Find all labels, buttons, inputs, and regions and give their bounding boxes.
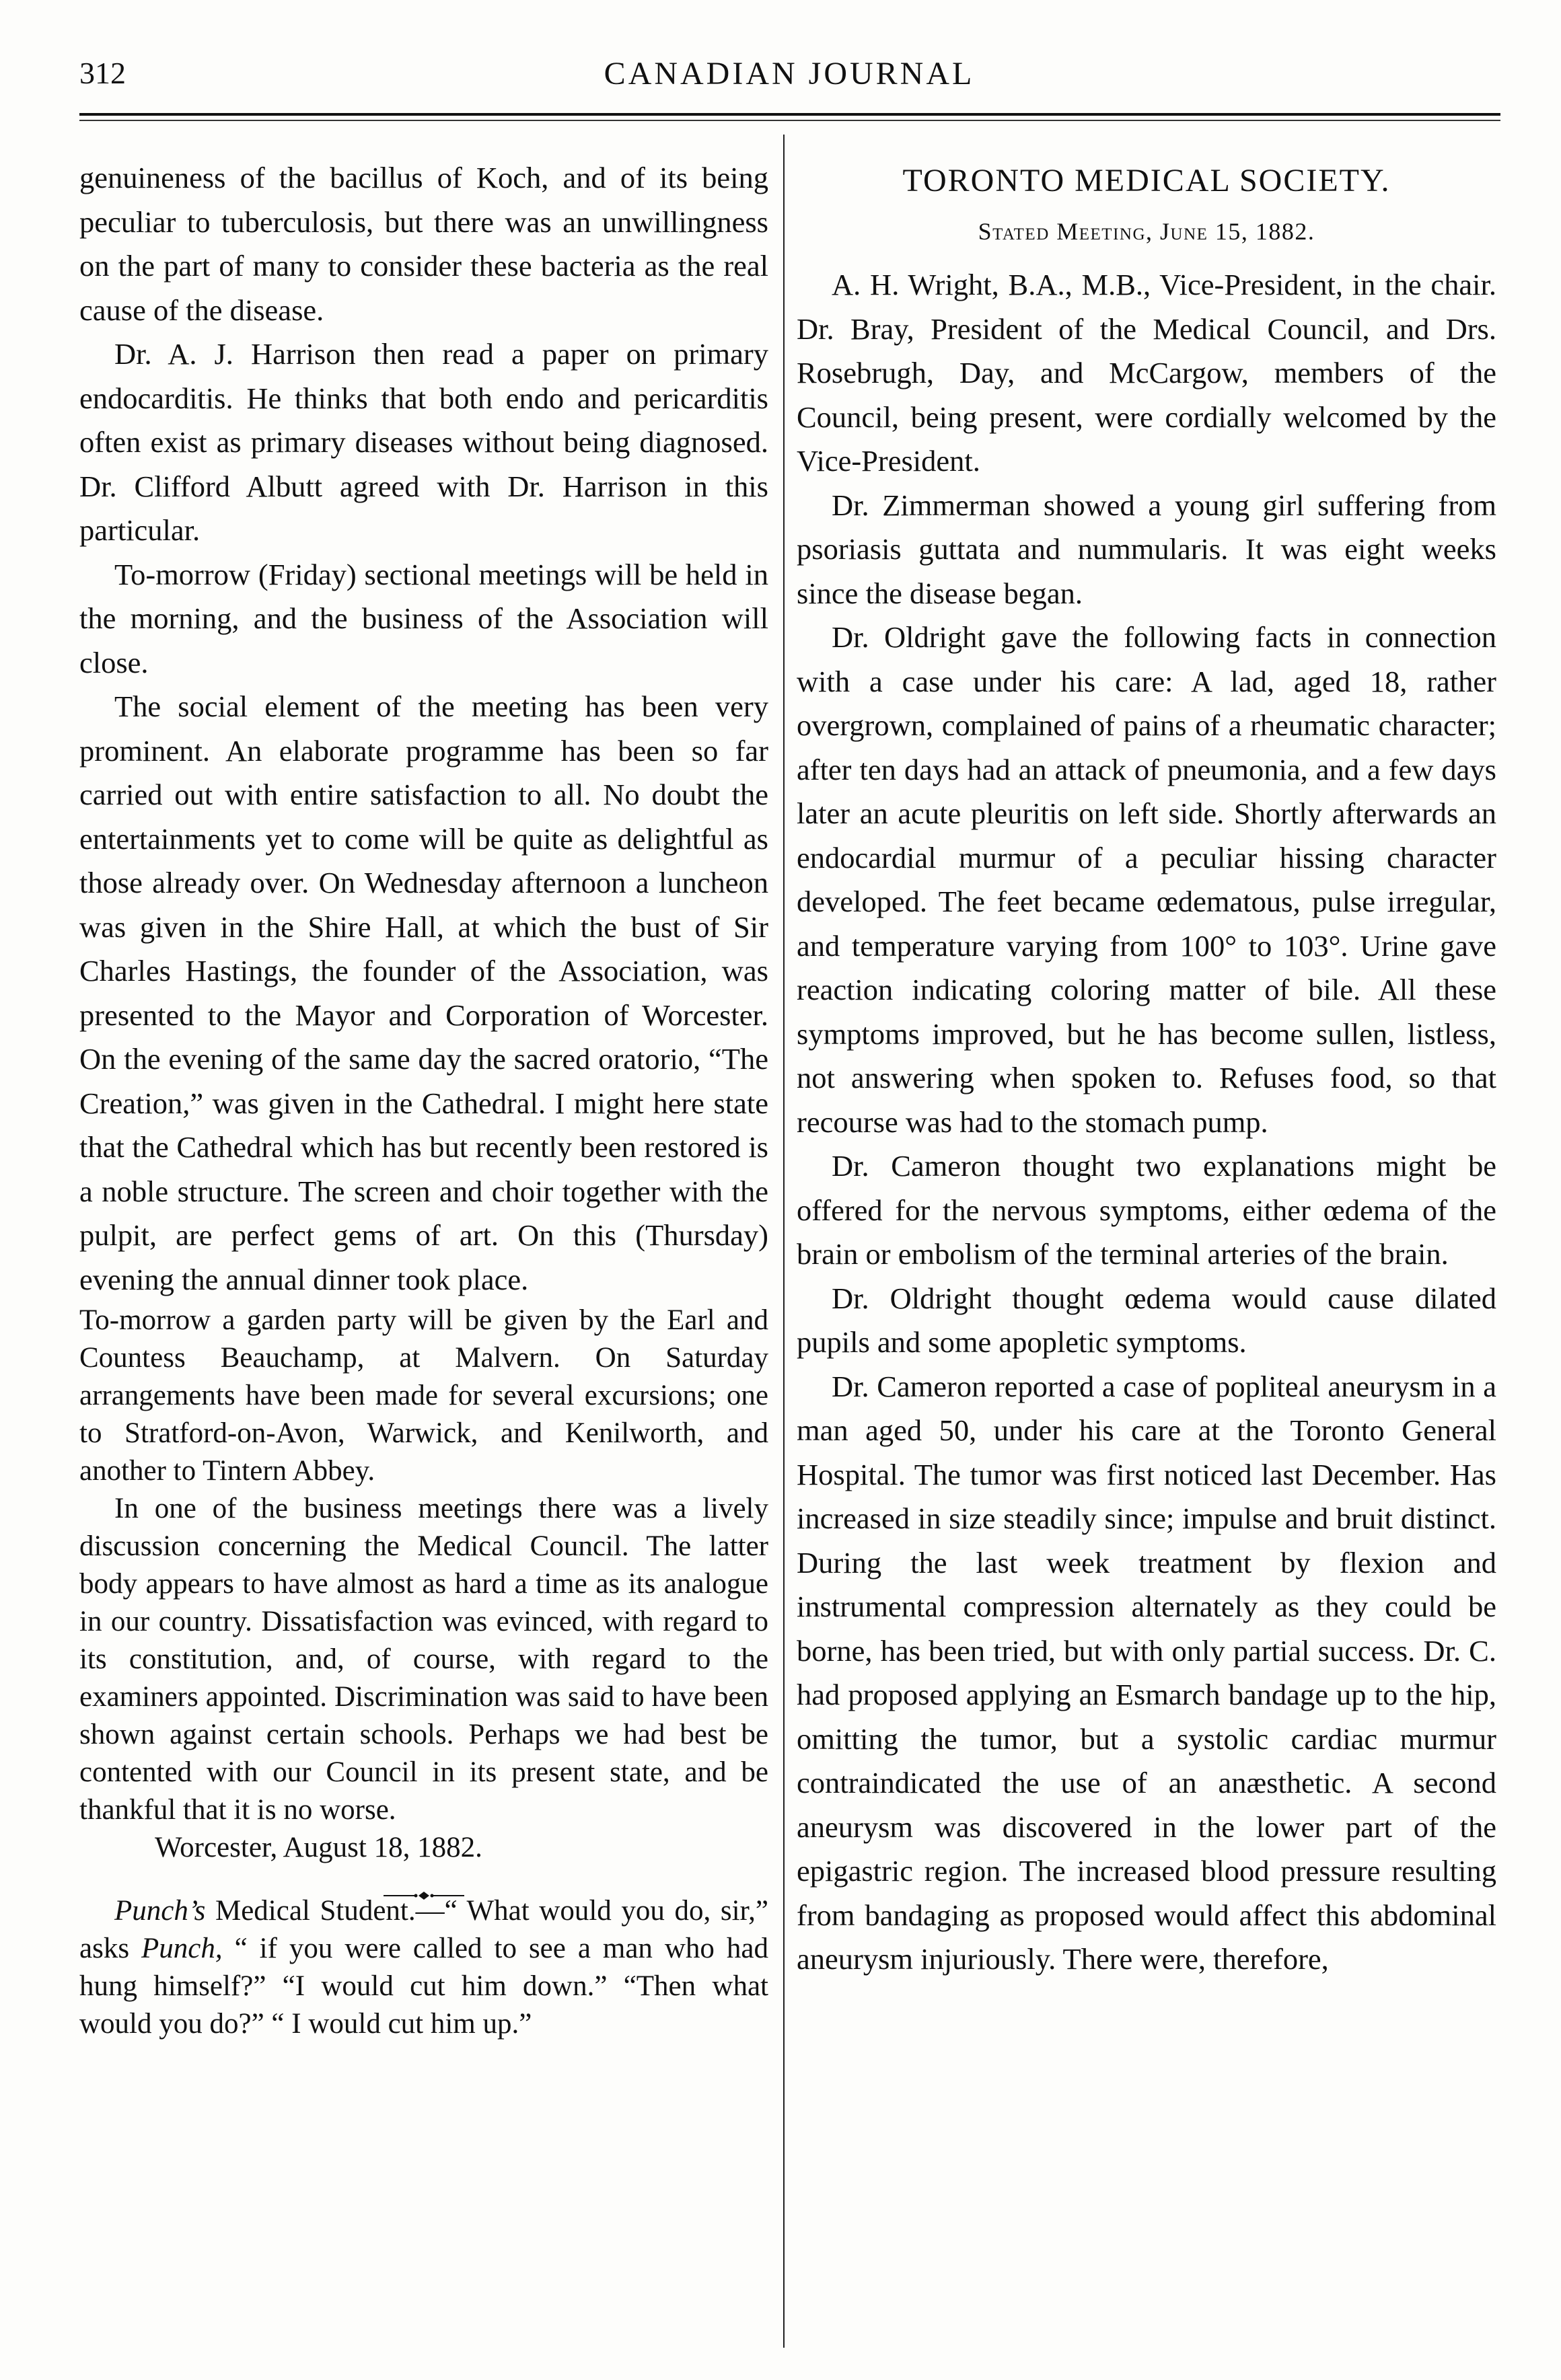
right-paragraph-4: Dr. Cameron thought two explanations might be offered for the nervous symptoms, either œdema of the brain or embolism of the terminal arteries of the brain. bbox=[797, 1149, 1496, 1271]
left-dense-block bbox=[79, 1302, 768, 1867]
punch-text-2: “ if you were called to see a man who had hung himself?” “I would cut him down.” “Then what would you do?” “ I would cut him up.” bbox=[79, 1933, 768, 2040]
punch-text-1: Medical Student.—“ What would you do, sir,” asks bbox=[79, 1895, 768, 1964]
left-paragraph-4b: To-morrow a garden party will be given by the Earl and Countess Beauchamp, at Malvern. On Saturday arrangements have been made for several excursions; one to Stratford-on-Avon, Warwick, and Kenilworth, and another to Tintern Abbey. bbox=[79, 1304, 768, 1487]
right-paragraph-5: Dr. Oldright thought œdema would cause dilated pupils and some apopletic symptoms. bbox=[797, 1281, 1496, 1359]
punch-title-italic: Punch’s bbox=[114, 1895, 206, 1927]
right-paragraph-2: Dr. Zimmerman showed a young girl suffering from psoriasis guttata and nummularis. It was eight weeks since the disease began. bbox=[797, 488, 1496, 610]
section-subtitle: Stated Meeting, June 15, 1882. bbox=[978, 217, 1315, 245]
header-rule-thin bbox=[79, 120, 1500, 121]
header-rule bbox=[79, 113, 1500, 116]
left-paragraph-3: To-morrow (Friday) sectional meetings will be held in the morning, and the business of the Association will close. bbox=[79, 557, 768, 679]
left-column bbox=[79, 156, 768, 2043]
page-header bbox=[79, 55, 1452, 102]
running-head: CANADIAN JOURNAL bbox=[604, 56, 975, 91]
right-paragraph-6: Dr. Cameron reported a case of popliteal aneurysm in a man aged 50, under his care at the Toronto General Hospital. The tumor was first noticed last December. Has increased in size steadily since; impulse and bruit distinct. During the last week treatment by flexion and instrumental compression alternately as they could be borne, has been tried, but with only partial success. Dr. C. had proposed applying an Esmarch bandage up to the hip, omitting the tumor, but a systolic cardiac murmur contraindicated the use of an anæsthetic. A second aneurysm was discovered in the lower part of the epigastric region. The increased blood pressure resulting from bandaging as proposed would affect this abdominal aneurysm injuriously. There were, therefore, bbox=[797, 1369, 1496, 1976]
left-paragraph-5: In one of the business meetings there was a lively discussion concerning the Medical Council. The latter body appears to have almost as hard a time as its analogue in our country. Dissatisfaction was evinced, with regard to its constitution, and, of course, with regard to the examiners appointed. Discrimination was said to have been shown against certain schools. Perhaps we had best be contented with our Council in its present state, and be thankful that it is no worse. bbox=[79, 1493, 768, 1826]
punch-anecdote bbox=[79, 1892, 768, 2043]
dateline: Worcester, August 18, 1882. bbox=[155, 1832, 482, 1863]
right-paragraph-3: Dr. Oldright gave the following facts in connection with a case under his care: A lad, aged 18, rather overgrown, complained of pains of a rheumatic character; after ten days had an attack of pneumonia, and a few days later an acute pleuritis on left side. Shortly afterwards an endocardial murmur of a peculiar hissing character developed. The feet became œdematous, pulse irregular, and temperature varying from 100° to 103°. Urine gave reaction indicating coloring matter of bile. All these symptoms improved, but he has become sullen, listless, not answering when spoken to. Refuses food, so that recourse was had to the stomach pump. bbox=[797, 620, 1496, 1139]
left-paragraph-1: genuineness of the bacillus of Koch, and of its being peculiar to tuberculosis, but there was an unwillingness on the part of many to consider these bacteria as the real cause of the disease. bbox=[79, 161, 768, 327]
page-number: 312 bbox=[79, 56, 126, 90]
section-ornament bbox=[79, 1869, 768, 1883]
right-paragraph-1: A. H. Wright, B.A., M.B., Vice-President, in the chair. Dr. Bray, President of the Medical Council, and Drs. Rosebrugh, Day, and McCargow, members of the Council, being present, were cordially welcomed by the Vice-President. bbox=[797, 268, 1496, 478]
column-divider bbox=[783, 135, 785, 2348]
left-paragraph-4: The social element of the meeting has been very prominent. An elaborate programme has been so far carried out with entire satisfaction to all. No doubt the entertainments yet to come will be quite as delightful as those already over. On Wednesday afternoon a luncheon was given in the Shire Hall, at which the bust of Sir Charles Hastings, the founder of the Association, was presented to the Mayor and Corporation of Worcester. On the evening of the same day the sacred oratorio, “The Creation,” was given in the Cathedral. I might here state that the Cathedral which has but recently been restored is a noble structure. The screen and choir together with the pulpit, are perfect gems of art. On this (Thursday) evening the annual dinner took place. bbox=[79, 690, 768, 1296]
left-paragraph-2: Dr. A. J. Harrison then read a paper on primary endocarditis. He thinks that both endo and pericarditis often exist as primary diseases without being diagnosed. Dr. Clifford Albutt agreed with Dr. Harrison in this particular. bbox=[79, 337, 768, 547]
right-column bbox=[797, 156, 1496, 1982]
punch-name-italic: Punch, bbox=[141, 1933, 223, 1964]
section-title: TORONTO MEDICAL SOCIETY. bbox=[902, 163, 1391, 198]
